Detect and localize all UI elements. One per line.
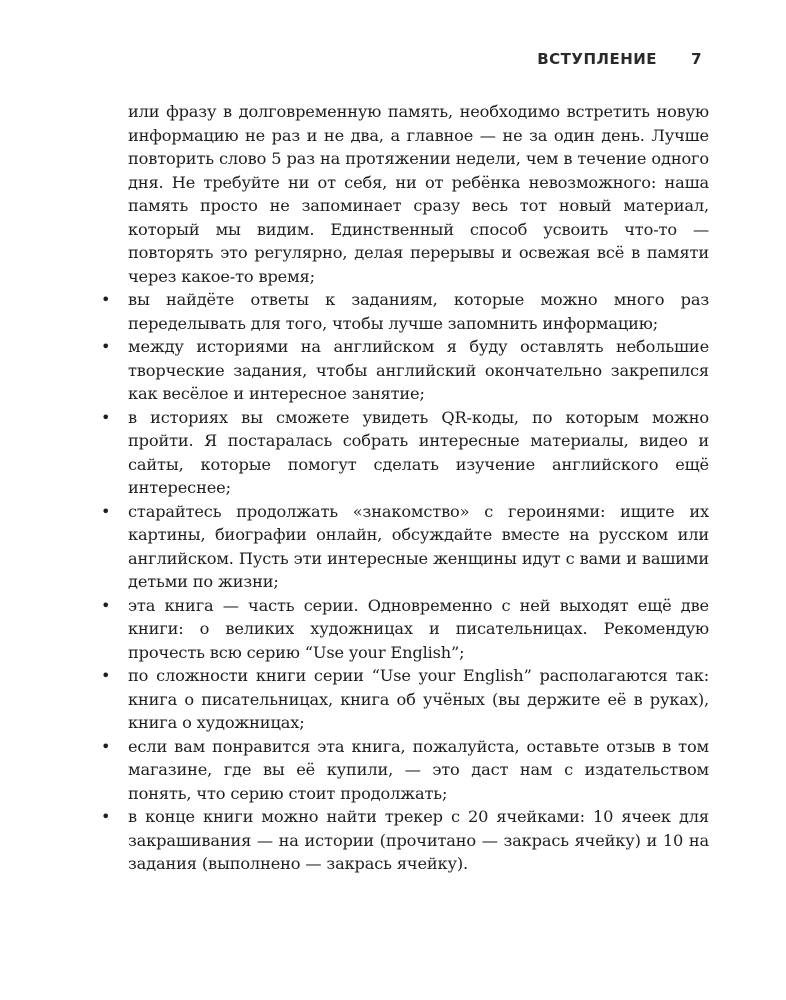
bullet-icon: • — [101, 501, 111, 521]
body-text — [97, 100, 709, 876]
bullet-icon: • — [101, 666, 111, 685]
page-number: 7 — [691, 50, 702, 68]
bullet-icon: • — [101, 337, 111, 356]
bullet-icon: • — [101, 736, 111, 756]
list-item — [97, 805, 709, 876]
running-head — [0, 50, 702, 68]
continued-paragraph: или фразу в долговременную память, необходимо встретить новую информацию не раз и не два, а главное — не за один день. Лучше повторить слово 5 раз на протяжении недели, чем в течение одного дня. Не требуйте ни от себя, ни от ребёнка невозможного: наша память просто не запоминает сразу весь тот новый материал, который мы видим. Единственный способ усвоить что-то — повторять это регулярно, делая перерывы и освежая всё в памяти через какое-то время; — [128, 102, 709, 286]
bullet-icon: • — [101, 290, 111, 309]
bullet-icon: • — [101, 407, 111, 427]
list-item-text: по сложности книги серии “Use your English” располагаются так: книга о писательницах, книга об учёных (вы держите её в руках), книга о художницах; — [128, 666, 709, 732]
list-item — [97, 594, 709, 665]
list-item-text: между историями на английском я буду оставлять небольшие творческие задания, чтобы английский окончательно закрепился как весёлое и интересное занятие; — [128, 337, 709, 403]
bullet-list — [97, 288, 709, 876]
list-item-text: вы найдёте ответы к заданиям, которые можно много раз переделывать для того, чтобы лучше запомнить информацию; — [128, 290, 709, 333]
list-item — [97, 664, 709, 735]
list-item-text: старайтесь продолжать «знакомство» с героинями: ищите их картины, биографии онлайн, обсуждайте вместе на русском или английском. Пусть эти интересные женщины идут с вами и вашими детьми по жизни; — [128, 501, 709, 591]
bullet-icon: • — [101, 595, 111, 615]
section-title: ВСТУПЛЕНИЕ — [537, 50, 658, 68]
list-item-text: в конце книги можно найти трекер с 20 ячейками: 10 ячеек для закрашивания — на истории (прочитано — закрась ячейку) и 10 на задания (выполнено — закрась ячейку). — [128, 807, 709, 873]
list-item — [97, 735, 709, 806]
bullet-icon: • — [101, 807, 111, 826]
list-item-text: эта книга — часть серии. Одновременно с ней выходят ещё две книги: о великих художницах и писательницах. Рекомендую прочесть всю серию “Use your English”; — [128, 595, 709, 662]
list-item — [97, 500, 709, 594]
list-item-text: если вам понравится эта книга, пожалуйста, оставьте отзыв в том магазине, где вы её купили, — это даст нам с издательством понять, что серию стоит продолжать; — [128, 736, 709, 803]
list-item — [97, 288, 709, 335]
list-item-text: в историях вы сможете увидеть QR-коды, по которым можно пройти. Я постаралась собрать интересные материалы, видео и сайты, которые помогут сделать изучение английского ещё интереснее; — [128, 407, 709, 497]
list-item — [97, 406, 709, 500]
list-item — [97, 335, 709, 406]
